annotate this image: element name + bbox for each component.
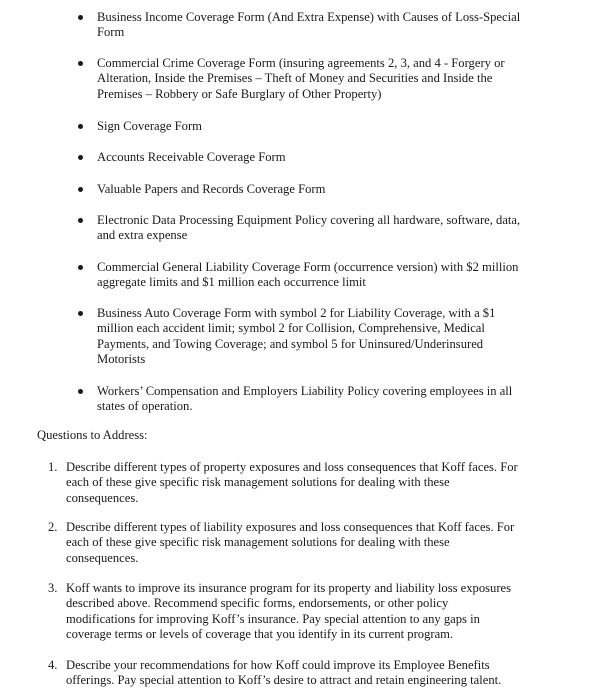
text-line: Sign Coverage Form [97,119,202,133]
text-line: Commercial Crime Coverage Form (insuring agreements 2, 3, and 4 - Forgery or [97,56,505,70]
text-line: consequences. [66,490,139,505]
text-line: Electronic Data Processing Equipment Policy covering all hardware, software, data, [97,213,521,227]
text-line: Describe different types of liability exposures and loss consequences that Koff faces. For [66,520,515,534]
question-text [66,520,514,566]
text-line: aggregate limits and $1 million each occurrence limit [97,275,366,290]
text-line: Workers’ Compensation and Employers Liability Policy covering employees in all [97,384,513,398]
bullet-icon [78,15,83,20]
questions-heading: Questions to Address: [37,428,148,442]
list-item-text [97,260,518,291]
text-line: Premises – Robbery or Safe Burglary of Other Property) [97,86,382,101]
text-line: Koff wants to improve its insurance program for its property and liability loss exposures [66,581,512,595]
list-item-text [97,10,520,41]
question-text [66,658,501,689]
text-line: states of operation. [97,399,193,414]
text-line: Form [97,25,125,40]
question-number: 3. [48,581,58,595]
text-line: Commercial General Liability Coverage Form (occurrence version) with $2 million [97,260,519,274]
text-line: and extra expense [97,228,188,243]
bullet-icon [78,61,83,66]
bullet-icon [78,265,83,270]
text-line: Motorists [97,351,146,366]
question-text [66,581,511,642]
text-line: Accounts Receivable Coverage Form [97,150,286,164]
question-text [66,460,518,506]
text-line: each of these give specific risk management solutions for dealing with these [66,475,450,490]
list-item-text [97,119,202,134]
list-item-text [97,150,286,165]
text-line: modifications for improving Koff’s insurance. Pay special attention to any gaps in [66,611,480,626]
bullet-icon [78,187,83,192]
bullet-icon [78,311,83,316]
bullet-icon [78,155,83,160]
bullet-icon [78,218,83,223]
bullet-icon [78,389,83,394]
text-line: Alteration, Inside the Premises – Theft of Money and Securities and Inside the [97,71,493,86]
question-number: 4. [48,658,58,672]
text-line: consequences. [66,550,139,565]
text-line: described above. Recommend specific forms, endorsements, or other policy [66,596,449,611]
list-item-text [97,56,505,102]
list-item-text [97,213,520,244]
text-line: offerings. Pay special attention to Koff’s desire to attract and retain engineering talent. [66,673,502,688]
text-line: Describe different types of property exposures and loss consequences that Koff faces. For [66,460,518,474]
text-line: million each accident limit; symbol 2 for Collision, Comprehensive, Medical [97,321,485,336]
list-item-text [97,306,495,367]
question-number: 2. [48,520,58,534]
text-line: each of these give specific risk management solutions for dealing with these [66,535,450,550]
bullet-icon [78,124,83,129]
text-line: Business Income Coverage Form (And Extra Expense) with Causes of Loss-Special [97,10,521,24]
text-line: Valuable Papers and Records Coverage Form [97,182,326,196]
text-line: Payments, and Towing Coverage; and symbol 5 for Uninsured/Underinsured [97,336,484,351]
list-item-text [97,182,325,197]
text-line: Business Auto Coverage Form with symbol 2 for Liability Coverage, with a $1 [97,306,496,320]
list-item-text [97,384,512,415]
question-number: 1. [48,460,58,474]
text-line: coverage terms or levels of coverage that you identify in its current program. [66,626,454,641]
text-line: Describe your recommendations for how Koff could improve its Employee Benefits [66,658,490,672]
